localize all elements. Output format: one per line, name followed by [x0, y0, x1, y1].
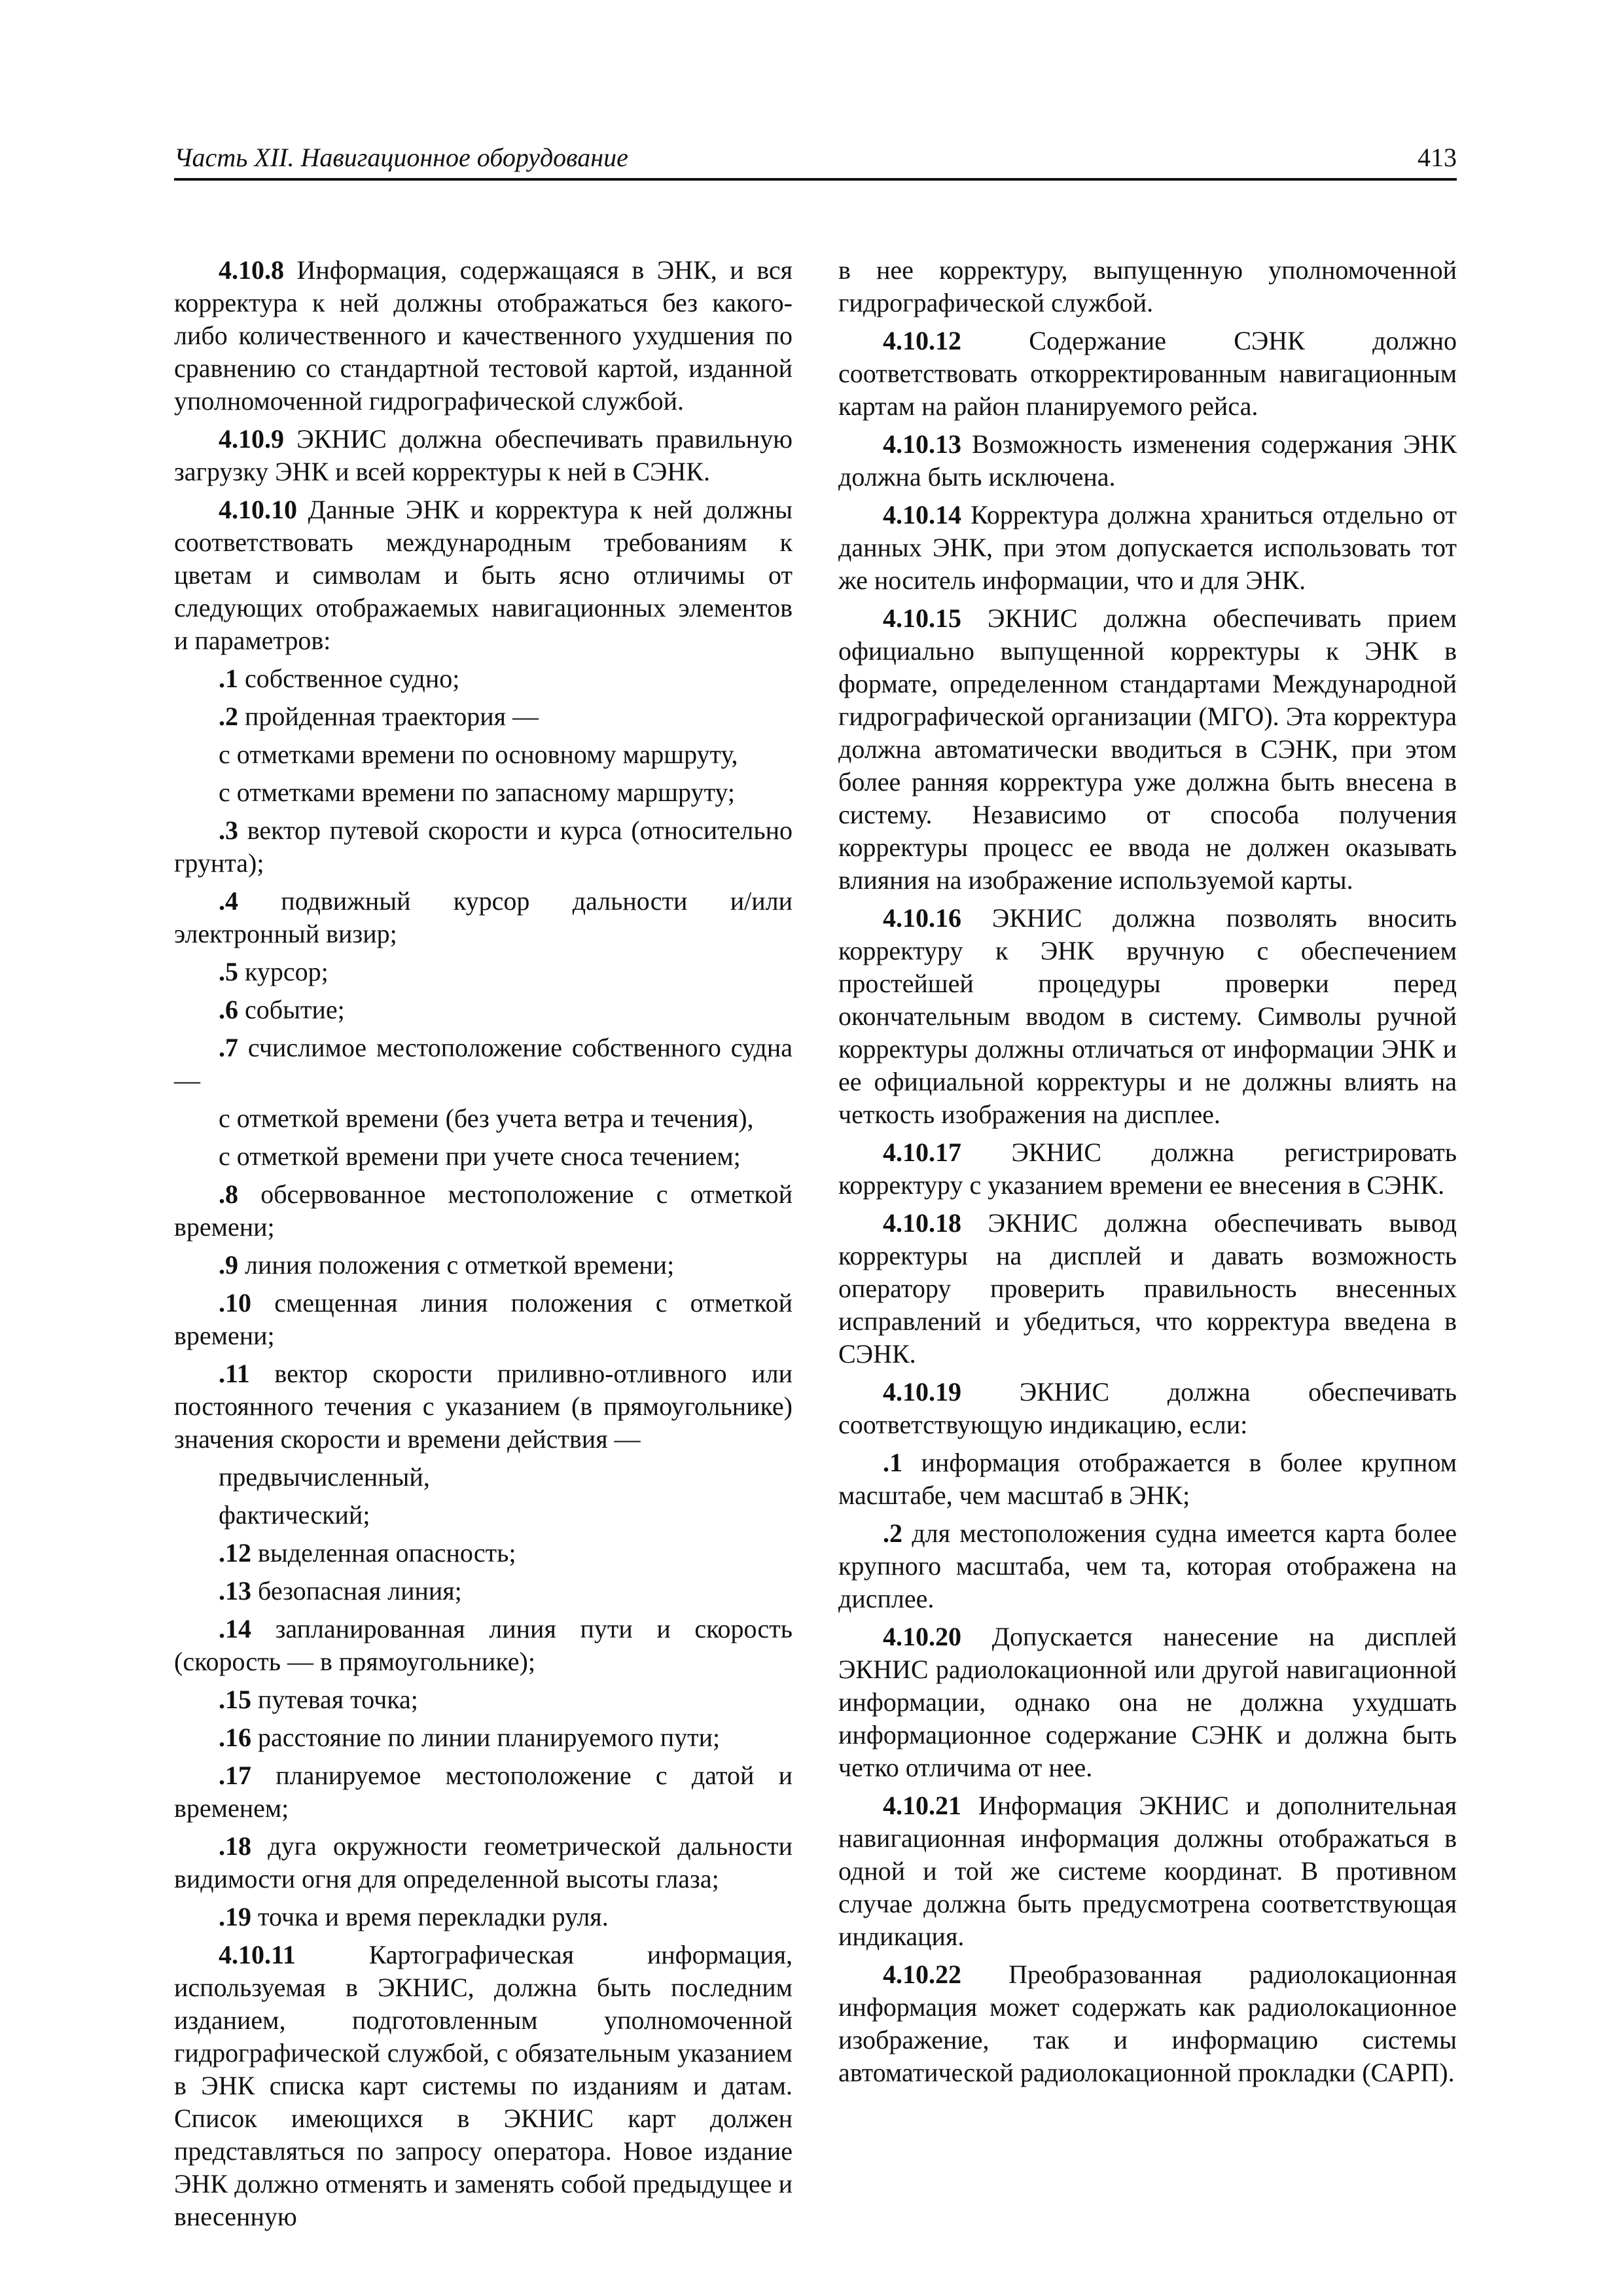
paragraph-4-10-10: 4.10.10 Данные ЭНК и корректура к ней должны соответствовать международным требованиям к цветам и символам и быть ясно отличимы от следующих отображаемых навигационных элементов и параметров: [174, 495, 793, 655]
paragraph-continuation: в нее корректуру, выпущенную уполномоченной гидрографической службой. [838, 255, 1457, 317]
list-item-12: .12 выделенная опасность; [219, 1538, 516, 1568]
clause-number: 4.10.16 [883, 903, 961, 933]
left-column [174, 254, 793, 2233]
page-number: 413 [1418, 143, 1457, 172]
paragraph-4-10-19: 4.10.19 ЭКНИС должна обеспечивать соответствующую индикацию, если: [838, 1377, 1457, 1439]
clause-number: 4.10.18 [883, 1208, 961, 1238]
list-item-11: .11 вектор скорости приливно-отливного или постоянного течения с указанием (в прямоугольнике) значения скорости и времени действия — [174, 1359, 793, 1454]
clause-number: 4.10.8 [219, 255, 284, 285]
list-item-1: .1 информация отображается в более крупном масштабе, чем масштаб в ЭНК; [838, 1448, 1457, 1510]
clause-number: 4.10.19 [883, 1377, 961, 1407]
paragraph-4-10-11: 4.10.11 Картографическая информация, используемая в ЭКНИС, должна быть последним изданием, подготовленным уполномоченной гидрографической службой, с обязательным указанием в ЭНК списка карт системы по изданиям и датам. Список имеющихся в ЭКНИС карт должен представляться по запросу оператора. Новое издание ЭНК должно отменять и заменять собой предыдущее и внесенную [174, 1940, 793, 2231]
running-header [174, 137, 1457, 181]
list-item-15: .15 путевая точка; [219, 1685, 418, 1714]
list-item-17: .17 планируемое местоположение с датой и временем; [174, 1761, 793, 1823]
clause-number: 4.10.12 [883, 326, 961, 355]
clause-number: 4.10.11 [219, 1940, 296, 1969]
paragraph-4-10-18: 4.10.18 ЭКНИС должна обеспечивать вывод корректуры на дисплей и давать возможность оператору проверить правильность внесенных исправлений и убедиться, что корректура введена в СЭНК. [838, 1208, 1457, 1369]
list-item-2: .2 пройденная траектория — [219, 702, 539, 731]
paragraph-4-10-14: 4.10.14 Корректура должна храниться отдельно от данных ЭНК, при этом допускается использовать тот же носитель информации, что и для ЭНК. [838, 500, 1457, 595]
paragraph-4-10-16: 4.10.16 ЭКНИС должна позволять вносить корректуру к ЭНК вручную с обеспечением простейшей процедуры проверки перед окончательным вводом в систему. Символы ручной корректуры должны отличаться от информации ЭНК и ее официальной корректуры и не должны влиять на четкость изображения на дисплее. [838, 903, 1457, 1129]
clause-number: 4.10.10 [219, 495, 297, 524]
clause-number: 4.10.14 [883, 500, 961, 529]
sub-item: предвычисленный, [219, 1462, 430, 1492]
paragraph-4-10-15: 4.10.15 ЭКНИС должна обеспечивать прием официально выпущенной корректуры к ЭНК в формате, определенном стандартами Международной гидрографической организации (МГО). Эта корректура должна автоматически вводиться в СЭНК, при этом более ранняя корректура уже должна быть внесена в систему. Независимо от способа получения корректуры процесс ее ввода не должен оказывать влияния на изображение используемой карты. [838, 603, 1457, 895]
paragraph-4-10-12: 4.10.12 Содержание СЭНК должно соответствовать откорректированным навигационным картам на район планируемого рейса. [838, 326, 1457, 421]
paragraph-4-10-9: 4.10.9 ЭКНИС должна обеспечивать правильную загрузку ЭНК и всей корректуры к ней в СЭНК. [174, 424, 793, 486]
paragraph-4-10-17: 4.10.17 ЭКНИС должна регистрировать корректуру с указанием времени ее внесения в СЭНК. [838, 1138, 1457, 1200]
list-item-5: .5 курсор; [219, 957, 329, 986]
list-item-1: .1 собственное судно; [219, 664, 460, 693]
sub-item: фактический; [219, 1500, 370, 1530]
list-item-16: .16 расстояние по линии планируемого пути; [219, 1723, 721, 1752]
list-item-2: .2 для местоположения судна имеется карта более крупного масштаба, чем та, которая отображена на дисплее. [838, 1518, 1457, 1613]
paragraph-4-10-8: 4.10.8 Информация, содержащаяся в ЭНК, и вся корректура к ней должны отображаться без какого-либо количественного и качественного ухудшения по сравнению со стандартной тестовой картой, изданной уполномоченной гидрографической службой. [174, 255, 793, 416]
clause-number: 4.10.20 [883, 1622, 961, 1651]
list-item-4: .4 подвижный курсор дальности и/или электронный визир; [174, 886, 793, 948]
list-item-13: .13 безопасная линия; [219, 1576, 462, 1605]
clause-number: 4.10.17 [883, 1138, 961, 1167]
list-item-18: .18 дуга окружности геометрической дальности видимости огня для определенной высоты глаза; [174, 1831, 793, 1893]
list-item-8: .8 обсервованное местоположение с отметкой времени; [174, 1179, 793, 1242]
paragraph-4-10-20: 4.10.20 Допускается нанесение на дисплей ЭКНИС радиолокационной или другой навигационной информации, однако она не должна ухудшать информационное содержание СЭНК и должна быть четко отличима от нее. [838, 1622, 1457, 1782]
list-item-14: .14 запланированная линия пути и скорость (скорость — в прямоугольнике); [174, 1614, 793, 1676]
sub-item: с отметкой времени (без учета ветра и течения), [219, 1103, 754, 1133]
list-item-6: .6 событие; [219, 995, 345, 1024]
clause-number: 4.10.15 [883, 603, 961, 633]
list-item-9: .9 линия положения с отметкой времени; [219, 1250, 675, 1280]
clause-number: 4.10.21 [883, 1791, 961, 1820]
sub-item: с отметкой времени при учете сноса течением; [219, 1141, 741, 1171]
sub-item: с отметками времени по запасному маршруту; [219, 778, 735, 807]
text-columns [174, 254, 1457, 2233]
clause-number: 4.10.9 [219, 424, 284, 454]
right-column [838, 254, 1457, 2233]
list-item-10: .10 смещенная линия положения с отметкой времени; [174, 1288, 793, 1350]
paragraph-4-10-13: 4.10.13 Возможность изменения содержания ЭНК должна быть исключена. [838, 429, 1457, 492]
list-item-7: .7 счислимое местоположение собственного судна — [174, 1033, 793, 1095]
clause-number: 4.10.22 [883, 1960, 961, 1989]
list-item-3: .3 вектор путевой скорости и курса (относительно грунта); [174, 816, 793, 878]
clause-number: 4.10.13 [883, 429, 961, 459]
sub-item: с отметками времени по основному маршруту, [219, 740, 738, 769]
paragraph-4-10-22: 4.10.22 Преобразованная радиолокационная информация может содержать как радиолокационное изображение, так и информацию системы автоматической радиолокационной прокладки (САРП). [838, 1960, 1457, 2087]
header-title: Часть XII. Навигационное оборудование [174, 143, 628, 172]
paragraph-4-10-21: 4.10.21 Информация ЭКНИС и дополнительная навигационная информация должны отображаться в одной и той же системе координат. В противном случае должна быть предусмотрена соответствующая индикация. [838, 1791, 1457, 1951]
list-item-19: .19 точка и время перекладки руля. [219, 1902, 609, 1931]
